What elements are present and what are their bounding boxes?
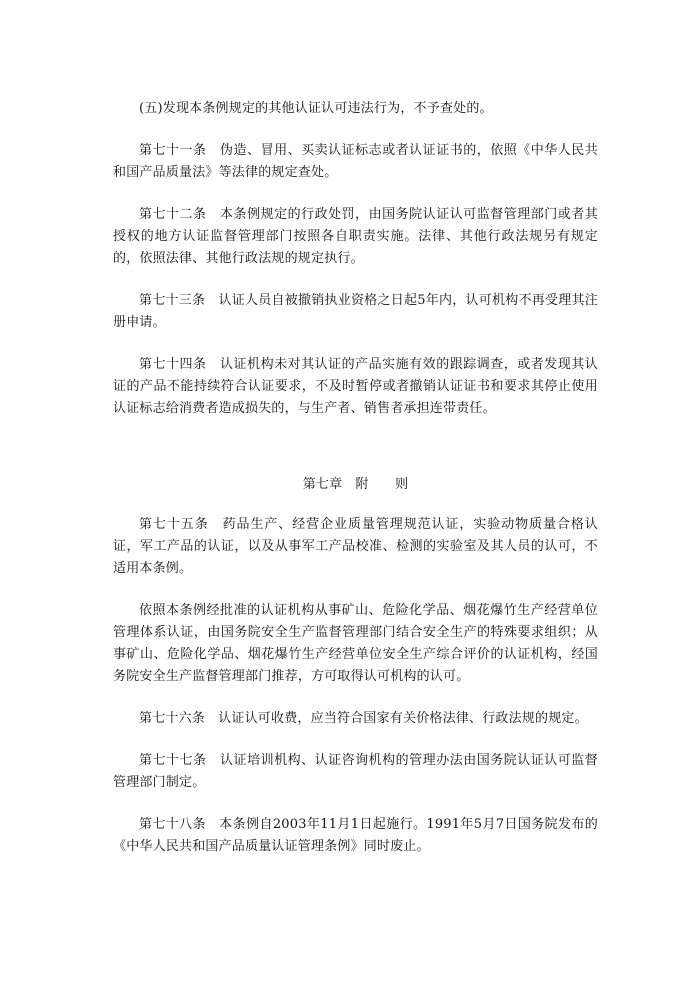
paragraph-article-78: 第七十八条 本条例自2003年11月1日起施行。1991年5月7日国务院发布的《中华人民共和国产品质量认证管理条例》同时废止。 [113,817,598,854]
document-body [113,98,598,878]
paragraph-article-71: 第七十一条 伪造、冒用、买卖认证标志或者认证证书的，依照《中华人民共和国产品质量法》等法律的规定查处。 [113,143,598,180]
chapter-title: 第七章 附 则 [302,477,409,492]
paragraph-article-72: 第七十二条 本条例规定的行政处罚，由国务院认证认可监督管理部门或者其授权的地方认证监督管理部门按照各自职责实施。法律、其他行政法规另有规定的，依照法律、其他行政法规的规定执行。 [113,207,598,266]
paragraph-article-74: 第七十四条 认证机构未对其认证的产品实施有效的跟踪调查，或者发现其认证的产品不能持续符合认证要求，不及时暂停或者撤销认证证书和要求其停止使用认证标志给消费者造成损失的，与生产者、销售者承担连带责任。 [113,357,598,416]
paragraph-article-77: 第七十七条 认证培训机构、认证咨询机构的管理办法由国务院认证认可监督管理部门制定。 [113,753,598,790]
paragraph-item-5: (五)发现本条例规定的其他认证认可违法行为，不予查处的。 [139,101,493,116]
paragraph-article-76: 第七十六条 认证认可收费，应当符合国家有关价格法律、行政法规的规定。 [139,711,588,726]
paragraph-article-75-continued: 依照本条例经批准的认证机构从事矿山、危险化学品、烟花爆竹生产经营单位管理体系认证，由国务院安全生产监督管理部门结合安全生产的特殊要求组织；从事矿山、危险化学品、烟花爆竹生产经营单位安全生产综合评价的认证机构，经国务院安全生产监督管理部门推荐，方可取得认可机构的认可。 [113,603,598,684]
paragraph-article-73: 第七十三条 认证人员自被撤销执业资格之日起5年内，认可机构不再受理其注册申请。 [113,293,598,330]
paragraph-article-75: 第七十五条 药品生产、经营企业质量管理规范认证，实验动物质量合格认证，军工产品的认证，以及从事军工产品校准、检测的实验室及其人员的认可，不适用本条例。 [113,517,598,576]
